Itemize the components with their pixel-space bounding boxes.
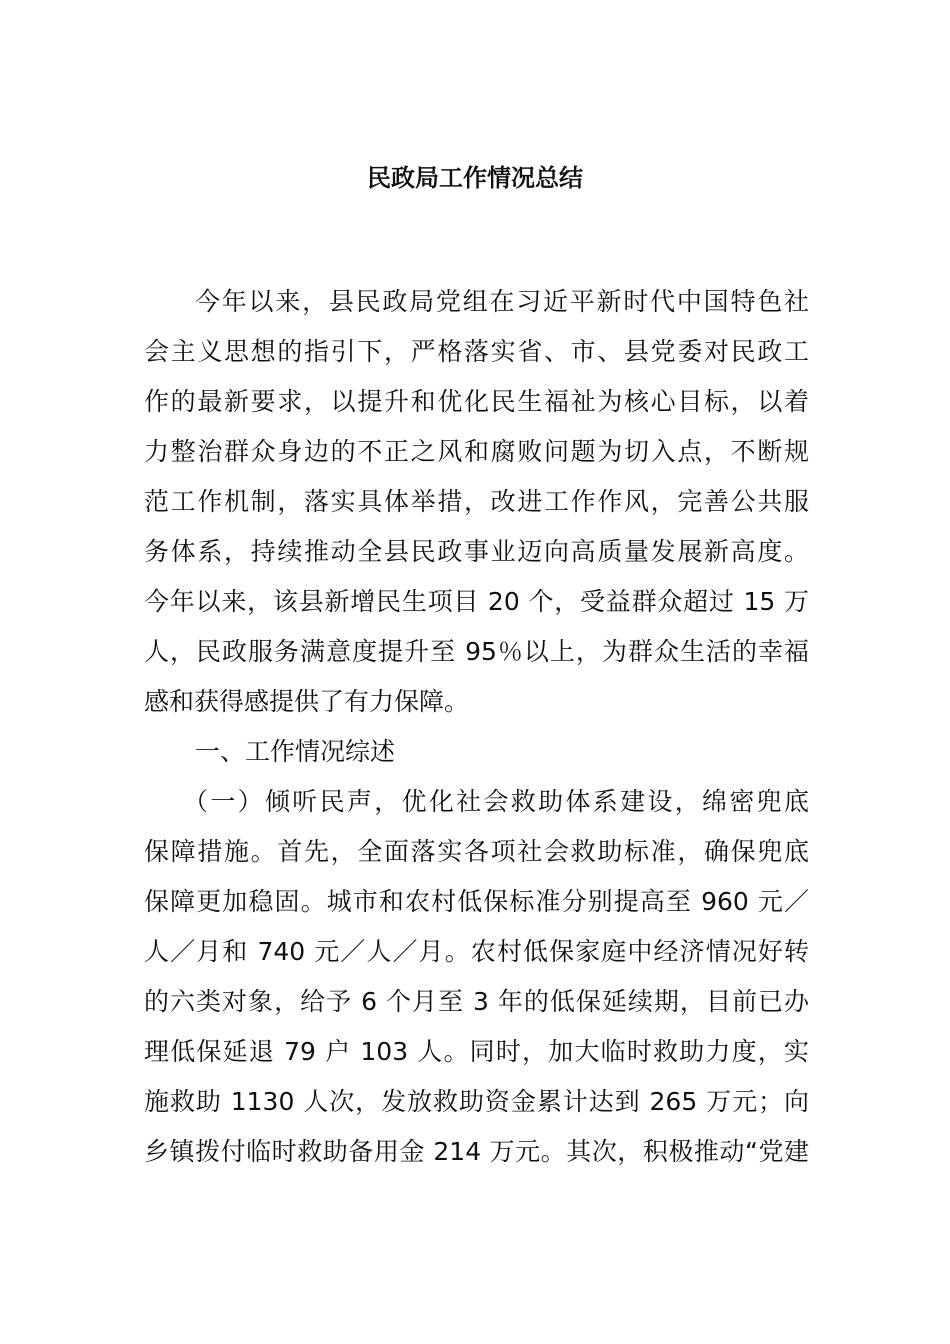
paragraph-line: 今年以来，该县新增民生项目 20 个，受益群众超过 15 万 — [144, 587, 809, 616]
paragraph-line: 施救助 1130 人次，发放救助资金累计达到 265 万元；向 — [144, 1087, 809, 1116]
paragraph-line: 范工作机制，落实具体举措，改进工作作风，完善公共服 — [144, 487, 809, 516]
paragraph-line: 保障更加稳固。城市和农村低保标准分别提高至 960 元／ — [144, 887, 809, 916]
paragraph-line: 人／月和 740 元／人／月。农村低保家庭中经济情况好转 — [144, 937, 809, 966]
paragraph-line: 务体系，持续推动全县民政事业迈向高质量发展新高度。 — [144, 537, 809, 566]
paragraph-line: 今年以来，县民政局党组在习近平新时代中国特色社 — [195, 287, 809, 316]
paragraph-line: 的六类对象，给予 6 个月至 3 年的低保延续期，目前已办 — [144, 987, 809, 1016]
document-title: 民政局工作情况总结 — [367, 164, 583, 192]
paragraph-line: 感和获得感提供了有力保障。 — [144, 687, 470, 716]
section-heading: 一、工作情况综述 — [195, 737, 396, 766]
paragraph-line: 人，民政服务满意度提升至 95％以上，为群众生活的幸福 — [144, 637, 809, 666]
paragraph-line: 作的最新要求，以提升和优化民生福祉为核心目标，以着 — [144, 387, 809, 416]
paragraph-line: 乡镇拨付临时救助备用金 214 万元。其次，积极推动“党建 — [144, 1137, 809, 1166]
paragraph-line: 保障措施。首先，全面落实各项社会救助标准，确保兜底 — [144, 837, 809, 866]
paragraph-line: 会主义思想的指引下，严格落实省、市、县党委对民政工 — [144, 337, 809, 366]
paragraph-line: 理低保延退 79 户 103 人。同时，加大临时救助力度，实 — [144, 1037, 809, 1066]
paragraph-line: 力整治群众身边的不正之风和腐败问题为切入点，不断规 — [144, 437, 809, 466]
subsection-heading-line: （一）倾听民声，优化社会救助体系建设，绵密兜底 — [183, 787, 809, 816]
